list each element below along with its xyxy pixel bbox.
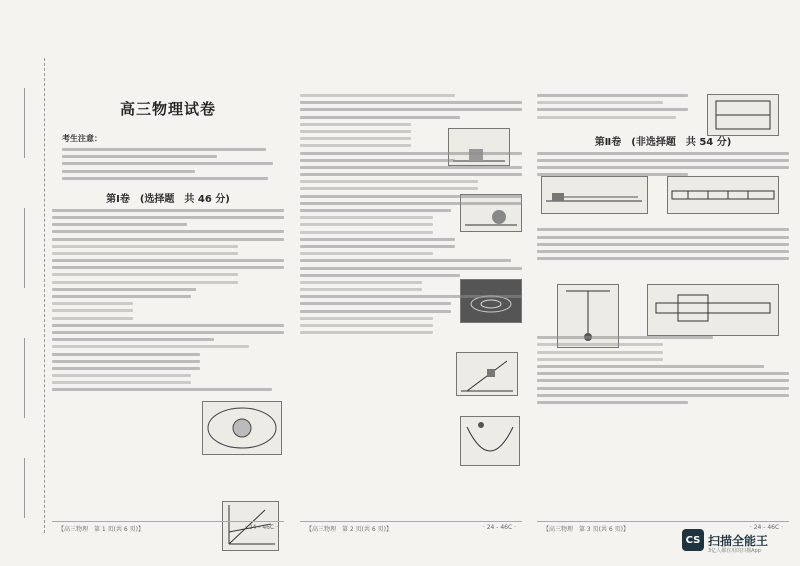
question-block	[52, 209, 284, 392]
scanner-watermark	[682, 526, 792, 554]
question-block	[300, 94, 522, 334]
incline-figure	[456, 352, 518, 396]
camscanner-logo-icon: CS	[682, 529, 704, 551]
binding-rule	[24, 458, 25, 518]
exam-page-1	[52, 60, 284, 533]
motion-figure	[448, 128, 510, 166]
page-footer: 【高三物理 第 3 页(共 6 页)】 · 24 - 46C ·	[537, 521, 789, 532]
tape-figure	[667, 176, 779, 214]
binding-rule	[24, 88, 25, 158]
caliper-figure	[647, 284, 779, 336]
page-footer: 【高三物理 第 1 页(共 6 页)】 · 24 - 46C ·	[52, 521, 284, 532]
section-1-title: 第Ⅰ卷 (选择题 共 46 分)	[106, 193, 230, 205]
exam-title: 高三物理试卷	[119, 100, 216, 118]
section-2-title: 第Ⅱ卷 (非选择题 共 54 分)	[594, 136, 732, 148]
scanner-name: 扫描全能王	[708, 533, 769, 548]
binding-rule	[24, 208, 25, 288]
notice-text	[52, 148, 284, 180]
exam-page-3	[537, 60, 789, 533]
bowl-figure	[460, 416, 520, 466]
binding-margin	[0, 58, 45, 533]
wave-photo	[460, 279, 522, 323]
page-footer: 【高三物理 第 2 页(共 6 页)】 · 24 - 46C ·	[300, 521, 522, 532]
exam-page-2	[300, 60, 522, 533]
orbit-figure	[202, 401, 282, 455]
spring-figure	[460, 194, 522, 232]
question-block	[537, 94, 789, 119]
circuit-figure	[707, 94, 779, 136]
notice-heading: 考生注意：	[62, 134, 102, 143]
track-figure	[541, 176, 648, 214]
scanner-tagline: 3亿人都在用的扫描App	[708, 548, 761, 554]
binding-rule	[24, 338, 25, 418]
question-block	[537, 152, 789, 404]
